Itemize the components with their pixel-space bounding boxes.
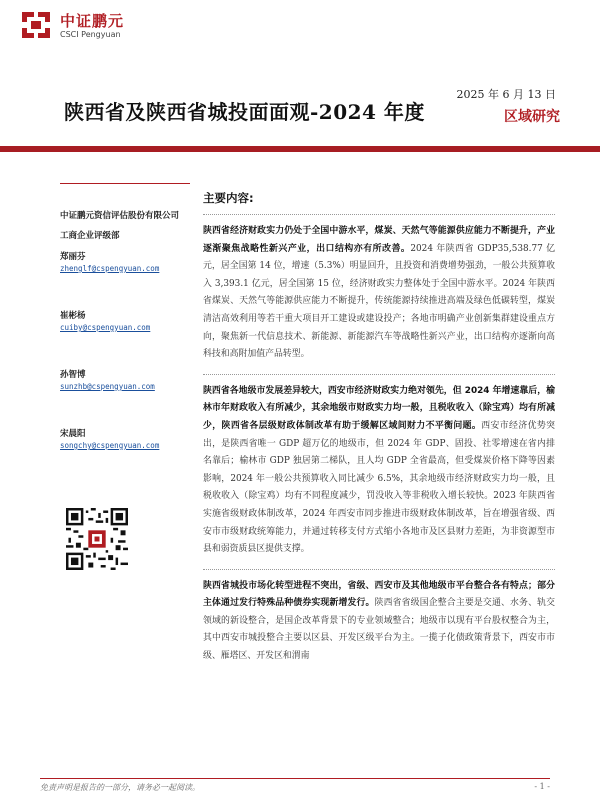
- author-item: [60, 250, 200, 273]
- page-number: - 1 -: [534, 782, 550, 791]
- summary-body: 2024 年陕西省 GDP35,538.77 亿元，居全国第 14 位，增速（5.3%）明显回升，且投资和消费增势强劲，一般公共预算收入 3,393.1 亿元，居全国第 15 位，经济财政实力整体处于全国中游水平。2024 年陕西省煤炭、天然气等能源供应能力不断提升，传统能源持续推进高端及绿色低碳转型，煤炭清洁高效利用等若干重大项目开工建设或建设投产；各地市明确产业创新集群建设重点方向，聚焦新一代信息技术、新能源、新能源汽车等战略性新兴产业，出口结构亦逐渐向高科技和高附加值产品转型。: [203, 243, 555, 360]
- summary-lead: 陕西省经济财政实力仍处于全国中游水平，煤炭、天然气等能源供应能力不断提升，产业逐渐聚焦战略性新兴产业，出口结构亦有所改善。: [203, 226, 555, 254]
- author-item: [60, 427, 200, 450]
- logo-cn-text: 中证鹏元: [60, 12, 125, 30]
- logo-mark-icon: [20, 8, 52, 42]
- report-title: 陕西省及陕西省城投面面观-2024 年度: [64, 100, 425, 124]
- author-email-link[interactable]: cuiby@cspengyuan.com: [60, 323, 151, 332]
- author-item: [60, 368, 200, 391]
- summary-body: 西安市经济优势突出，是陕西省唯一 GDP 超万亿的地级市，但 2024 年 GDP、固投、社零增速在省内排名靠后；榆林市 GDP 独居第二梯队，且人均 GDP 全省最高，但受煤炭价格下降等因素影响，2024 年一般公共预算收入同比减少 6.5%，其余地级市经济财政实力均一般，且税收收入（除宝鸡）均有不同程度减少，罚没收入等非税收入增长较快。2023 年陕西省实施省级财政体制改革，2024 年西安市同步推进市级财政体制改革，旨在增强省级、西安市市级财政统筹能力，并通过转移支付方式缩小各地市及区县财力差距，为非资源型市县和弱资质县区提供支撑。: [203, 420, 556, 555]
- author-name: 崔彬杨: [60, 311, 86, 321]
- author-name: 宋晨阳: [60, 429, 86, 439]
- org-name: 中证鹏元资信评估股份有限公司: [60, 211, 180, 221]
- summary-lead: 陕西省城投市场化转型进程不突出，省级、西安市及其他地级市平台整合各有特点；部分主体通过发行特殊品种债券实现新增发行。: [203, 580, 555, 609]
- summary-paragraph: [203, 215, 555, 375]
- sidebar-org-block: [60, 210, 200, 242]
- author-email-link[interactable]: sunzhb@cspengyuan.com: [60, 382, 155, 391]
- author-item: [60, 309, 200, 332]
- logo-en-text: CSCI Pengyuan: [60, 30, 121, 39]
- section-heading: 主要内容:: [203, 191, 254, 205]
- header-divider-bar: [0, 146, 600, 152]
- footer-divider: [40, 778, 550, 779]
- summary-body: 陕西省省级国企整合主要是交通、水务、轨交领域的新设整合，是国企改革背景下的专业领域整合；地级市以现有平台股权整合为主，其中西安市城投整合主要以区县、开发区级平台为主。一揽子化债政策背景下，西安市市级、雁塔区、开发区和渭南: [203, 598, 555, 662]
- sidebar-divider: [60, 183, 190, 184]
- qr-code-icon: [66, 508, 128, 570]
- footer-disclaimer: 免责声明是报告的一部分，请务必一起阅读。: [40, 783, 200, 792]
- summary-paragraph: [203, 570, 555, 676]
- summary-paragraph: [203, 375, 555, 570]
- report-category: 区域研究: [504, 109, 560, 125]
- author-name: 孙智博: [60, 370, 86, 380]
- company-logo: [20, 8, 170, 46]
- author-email-link[interactable]: songchy@cspengyuan.com: [60, 441, 160, 450]
- main-content: [203, 190, 555, 676]
- department-name: 工商企业评级部: [60, 231, 120, 241]
- author-list: [60, 250, 200, 486]
- author-name: 郑丽芬: [60, 252, 86, 262]
- summary-lead: 陕西省各地级市发展差异较大，西安市经济财政实力绝对领先，但 2024 年增速靠后，榆林市年财政收入有所减少，其余地级市财政实力均一般，且税收收入（除宝鸡）均有所减少，陕西省各层级财政体制改革有助于缓解区域间财力不平衡问题。: [203, 385, 555, 431]
- report-date: 2025 年 6 月 13 日: [456, 88, 556, 101]
- author-email-link[interactable]: zhenglf@cspengyuan.com: [60, 264, 160, 273]
